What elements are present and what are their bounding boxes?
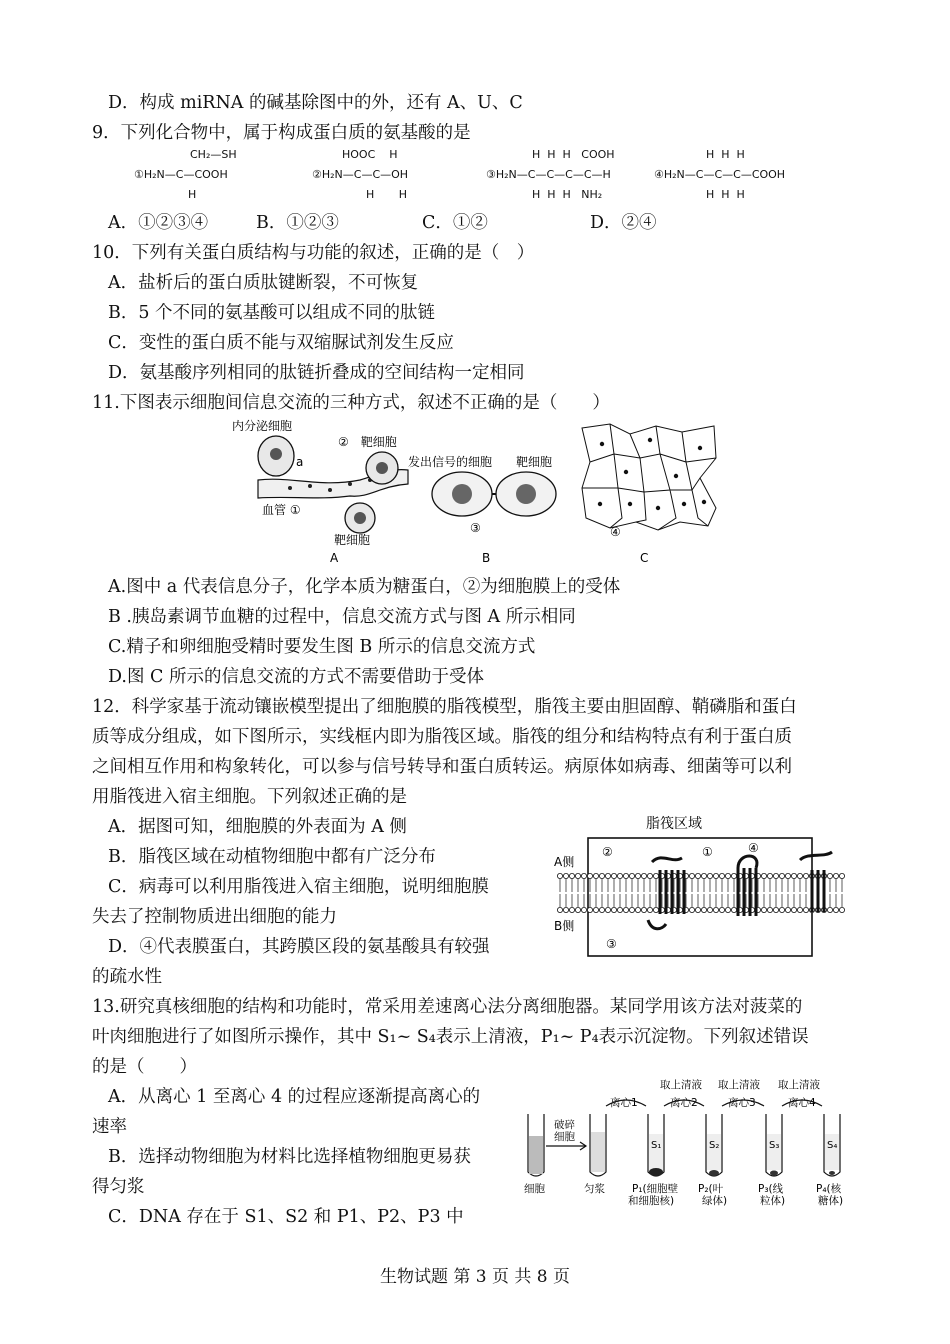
cell-label: 细胞 (524, 1183, 545, 1195)
lipid-head (695, 873, 700, 878)
lipid-head (653, 907, 658, 912)
lipid-head (641, 873, 646, 878)
centrifuge-1-label: 离心1 (610, 1097, 638, 1109)
lipid-head (791, 873, 796, 878)
lipid-head (563, 873, 568, 878)
q9-stem: 9．下列化合物中，属于构成蛋白质的氨基酸的是 (92, 123, 471, 143)
formula-3: ③H₂N—C—C—C—C—H (486, 168, 611, 181)
raft-title: 脂筏区域 (646, 816, 702, 832)
formula-3-top: H H H COOH (532, 148, 615, 161)
q13-option-b: B．选择动物细胞为材料比选择植物细胞更易获 (108, 1147, 471, 1167)
lipid-head (839, 907, 844, 912)
target-cell-b-label: 靶细胞 (516, 455, 553, 469)
lipid-head (635, 907, 640, 912)
q11-option-c: C.精子和卵细胞受精时要发生图 B 所示的信息交流方式 (108, 637, 536, 657)
lipid-head (701, 873, 706, 878)
formula-4-bottom: H H H (706, 188, 745, 201)
p1-label-1: P₁(细胞壁 (632, 1183, 679, 1195)
lipid-head (593, 907, 598, 912)
q10-option-d: D．氨基酸序列相同的肽链折叠成的空间结构一定相同 (108, 363, 525, 383)
q11-option-d: D.图 C 所示的信息交流的方式不需要借助于受体 (108, 667, 484, 687)
centrifuge-3-label: 离心3 (728, 1097, 756, 1109)
lipid-head (599, 907, 604, 912)
lipid-head (641, 907, 646, 912)
q12-option-d: D．④代表膜蛋白，其跨膜区段的氨基酸具有较强 (108, 937, 490, 957)
p1-label-2: 和细胞核) (628, 1195, 675, 1207)
caption-c: C (640, 551, 649, 565)
lipid-head (611, 873, 616, 878)
s3-label: S₃ (769, 1140, 780, 1151)
lipid-head (779, 907, 784, 912)
formula-1-top: CH₂—SH (190, 148, 237, 161)
q9-option-a: A．①②③④ (108, 213, 209, 233)
lipid-head (593, 873, 598, 878)
lipid-head (557, 873, 562, 878)
lipid-raft-figure (552, 812, 852, 962)
endocrine-nucleus (270, 448, 282, 460)
raft-num-4: ④ (748, 841, 759, 855)
lipid-head (713, 907, 718, 912)
break-cell-label-2: 细胞 (554, 1131, 575, 1143)
lipid-head (797, 873, 802, 878)
s1-label: S₁ (651, 1140, 662, 1151)
raft-num-1: ① (702, 845, 713, 859)
q9-option-c: C．①② (422, 213, 488, 233)
num-3: ③ (470, 521, 481, 535)
lipid-head (767, 907, 772, 912)
break-cell-label-1: 破碎 (554, 1119, 575, 1131)
lipid-head (563, 907, 568, 912)
q10-option-b: B．5 个不同的氨基酸可以组成不同的肽链 (108, 303, 436, 323)
lipid-head (707, 873, 712, 878)
lipid-head (587, 873, 592, 878)
lipid-head (779, 873, 784, 878)
lipid-head (617, 907, 622, 912)
lipid-head (797, 907, 802, 912)
q13-option-a: A．从离心 1 至离心 4 的过程应逐渐提高离心的 (108, 1087, 481, 1107)
caption-b: B (482, 551, 491, 565)
q12-option-c: C．病毒可以利用脂筏进入宿主细胞，说明细胞膜 (108, 877, 489, 897)
formula-4: ④H₂N—C—C—C—COOH (654, 168, 786, 181)
lipid-head (701, 907, 706, 912)
lipid-head (785, 873, 790, 878)
lipid-head (575, 907, 580, 912)
raft-num-2: ② (602, 845, 613, 859)
lipid-head (785, 907, 790, 912)
q13-stem-1: 13.研究真核细胞的结构和功能时，常采用差速离心法分离细胞器。某同学用该方法对菠菜的 (92, 997, 803, 1017)
endocrine-cell-label: 内分泌细胞 (232, 419, 293, 433)
formula-2: ②H₂N—C—C—OH (312, 168, 409, 181)
formula-3-bottom: H H H NH₂ (532, 188, 603, 201)
lipid-head (713, 873, 718, 878)
target1-label: ② 靶细胞 (338, 435, 397, 449)
centrifuge-2-label: 离心2 (670, 1097, 698, 1109)
lipid-head (587, 907, 592, 912)
lipid-head (803, 873, 808, 878)
lipid-head (689, 873, 694, 878)
lipid-head (647, 907, 652, 912)
vessel-label: 血管 ① (262, 503, 301, 517)
take-supernatant-1: 取上清液 (660, 1079, 702, 1091)
p4-label-1: P₄(核 (816, 1183, 842, 1195)
lipid-head (635, 873, 640, 878)
s2-label: S₂ (709, 1140, 720, 1151)
lipid-head (629, 907, 634, 912)
lipid-head (767, 873, 772, 878)
q10-stem: 10．下列有关蛋白质结构与功能的叙述，正确的是（ ） (92, 243, 535, 263)
lipid-head (689, 907, 694, 912)
lipid-head (719, 873, 724, 878)
q13-option-c: C．DNA 存在于 S1、S2 和 P1、P2、P3 中 (108, 1207, 464, 1227)
raft-num-3: ③ (606, 937, 617, 951)
formula-2-bottom: H H (366, 188, 408, 201)
p3-label-1: P₃(线 (758, 1183, 784, 1195)
phospholipid-bilayer (557, 873, 844, 912)
lipid-head (581, 873, 586, 878)
q9-option-d: D．②④ (590, 213, 657, 233)
centrifuge-4-label: 离心4 (788, 1097, 816, 1109)
lipid-head (839, 873, 844, 878)
take-supernatant-3: 取上清液 (778, 1079, 820, 1091)
q13-stem-2: 叶肉细胞进行了如图所示操作，其中 S₁~ S₄表示上清液，P₁~ P₄表示沉淀物。下列叙述错误 (92, 1027, 809, 1047)
p4-label-2: 糖体) (818, 1195, 844, 1207)
label-a: a (296, 455, 304, 469)
formula-1-bottom: H (188, 188, 197, 201)
q12-stem-2: 质等成分组成，如下图所示，实线框内即为脂筏区域。脂筏的组分和结构特点有利于蛋白质 (92, 727, 792, 747)
q12-option-c-cont: 失去了控制物质进出细胞的能力 (92, 907, 337, 927)
q13-option-a-cont: 速率 (92, 1117, 127, 1137)
side-a-label: A侧 (554, 855, 575, 869)
lipid-head (761, 873, 766, 878)
lipid-head (725, 873, 730, 878)
figure-a (232, 418, 408, 565)
lipid-head (773, 873, 778, 878)
lipid-head (719, 907, 724, 912)
lipid-head (695, 907, 700, 912)
lipid-head (833, 907, 838, 912)
lipid-head (731, 907, 736, 912)
page-footer: 生物试题 第 3 页 共 8 页 (379, 1267, 571, 1287)
q11-option-b: B .胰岛素调节血糖的过程中，信息交流方式与图 A 所示相同 (108, 607, 576, 627)
q8-option-d: D．构成 miRNA 的碱基除图中的外，还有 A、U、C (108, 93, 523, 113)
lipid-head (707, 907, 712, 912)
lipid-head (581, 907, 586, 912)
q12-option-d-cont: 的疏水性 (92, 967, 162, 987)
lipid-head (761, 907, 766, 912)
take-supernatant-2: 取上清液 (718, 1079, 760, 1091)
homogenate-label: 匀浆 (584, 1183, 605, 1195)
q12-stem-3: 之间相互作用和构象转化，可以参与信号转导和蛋白质转运。病原体如病毒、细菌等可以利 (92, 757, 792, 777)
caption-a: A (330, 551, 339, 565)
s4-label: S₄ (827, 1140, 838, 1151)
lipid-head (557, 907, 562, 912)
q13-stem-3: 的是（ ） (92, 1057, 197, 1077)
q13-option-b-cont: 得匀浆 (92, 1177, 145, 1197)
lipid-head (605, 873, 610, 878)
lipid-head (569, 873, 574, 878)
lipid-head (623, 873, 628, 878)
lipid-head (629, 873, 634, 878)
q12-stem-4: 用脂筏进入宿主细胞。下列叙述正确的是 (92, 787, 407, 807)
q9-formulas (128, 148, 828, 204)
p2-label-2: 绿体) (702, 1195, 728, 1207)
lipid-head (611, 907, 616, 912)
formula-2-top: HOOC H (342, 148, 398, 161)
q12-option-a: A．据图可知，细胞膜的外表面为 A 侧 (108, 817, 407, 837)
lipid-head (647, 873, 652, 878)
lipid-head (773, 907, 778, 912)
lipid-head (827, 907, 832, 912)
centrifugation-figure (520, 1076, 860, 1216)
lipid-head (653, 873, 658, 878)
q11-figure (230, 418, 730, 568)
lipid-head (575, 873, 580, 878)
q11-option-a: A.图中 a 代表信息分子，化学本质为糖蛋白，②为细胞膜上的受体 (108, 577, 621, 597)
lipid-head (569, 907, 574, 912)
figure-b (408, 454, 556, 565)
lipid-head (827, 873, 832, 878)
p2-label-1: P₂(叶 (698, 1183, 724, 1195)
q10-option-a: A．盐析后的蛋白质肽键断裂，不可恢复 (108, 273, 419, 293)
lipid-head (605, 907, 610, 912)
lipid-head (803, 907, 808, 912)
formula-4-top: H H H (706, 148, 745, 161)
q12-stem-1: 12．科学家基于流动镶嵌模型提出了细胞膜的脂筏模型，脂筏主要由胆固醇、鞘磷脂和蛋白 (92, 697, 797, 717)
raft-region-box (588, 838, 812, 956)
lipid-head (791, 907, 796, 912)
lipid-head (617, 873, 622, 878)
q11-stem: 11.下图表示细胞间信息交流的三种方式，叙述不正确的是（ ） (92, 393, 610, 413)
lipid-head (731, 873, 736, 878)
p3-label-2: 粒体) (760, 1195, 786, 1207)
formula-1: ①H₂N—C—COOH (134, 168, 228, 181)
sender-cell-label: 发出信号的细胞 (408, 455, 493, 469)
q9-option-b: B．①②③ (256, 213, 339, 233)
num-4: ④ (610, 525, 621, 539)
lipid-head (599, 873, 604, 878)
target2-label: 靶细胞 (334, 533, 371, 547)
side-b-label: B侧 (554, 919, 575, 933)
lipid-head (833, 873, 838, 878)
lipid-head (623, 907, 628, 912)
q10-option-c: C．变性的蛋白质不能与双缩脲试剂发生反应 (108, 333, 454, 353)
lipid-head (725, 907, 730, 912)
q12-option-b: B．脂筏区域在动植物细胞中都有广泛分布 (108, 847, 436, 867)
